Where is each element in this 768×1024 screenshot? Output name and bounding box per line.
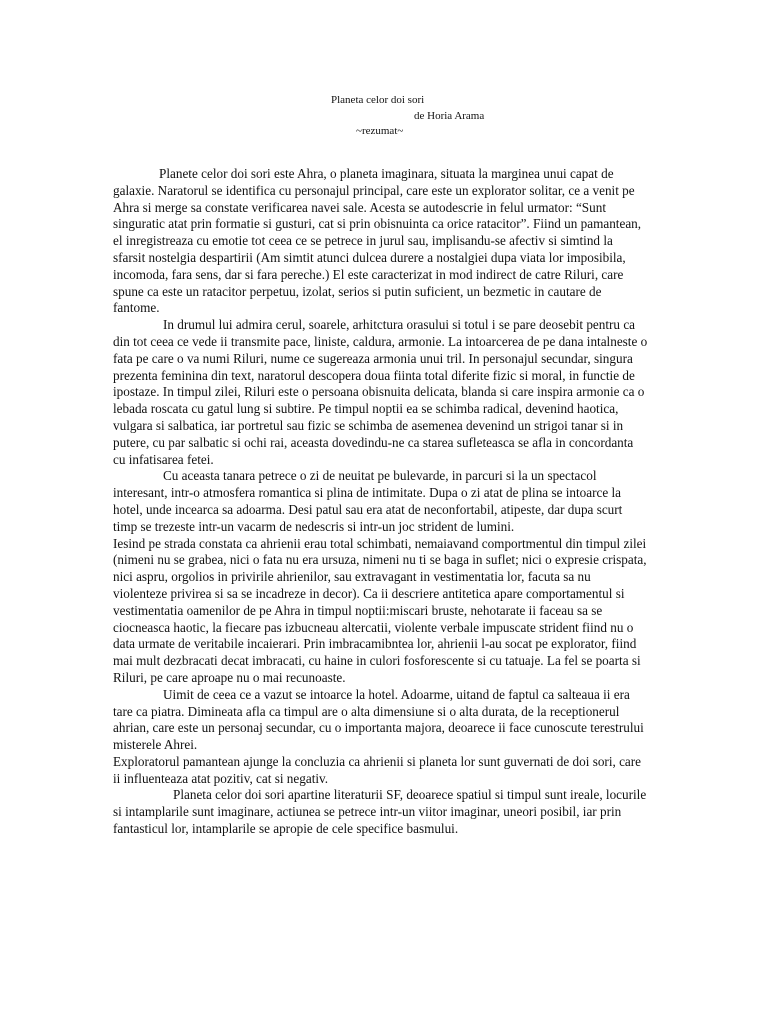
summary-label: ~rezumat~: [356, 125, 404, 137]
paragraph: Uimit de ceea ce a vazut se intoarce la hotel. Adoarme, uitand de faptul ca salteaua ii era tare ca piatra. Dimineata afla ca timpul are o alta dimensiune si o alta durata, de la receptionerul ahrian, care este un personaj secundar, cu o importanta majora, deoarece ii face cunoscute terestrului misterele Ahrei.: [113, 686, 644, 753]
paragraph: Exploratorul pamantean ajunge la concluzia ca ahrienii si planeta lor sunt guvernati de doi sori, care ii influenteaza atat pozitiv, cat si negativ.: [113, 753, 642, 786]
paragraph: Planete celor doi sori este Ahra, o planeta imaginara, situata la marginea unui capat de galaxie. Naratorul se identifica cu personajul principal, care este un explorator solitar, ce a venit pe Ahra si merge sa constate verificarea navei sale. Acesta se autodescrie in felul urmator: “Sunt singuratic atat prin formatie si gusturi, cat si prin obisnuinta ca orice ratacitor”. Fiind un pamantean, el inregistreaza cu emotie tot ceea ce se petrece in jurul sau, implisandu-se afectiv si simtind la sfarsit nostelgia despartirii (Am simtit atunci dulcea durere a nostalgiei dupa viata lor imposibila, incomoda, fara sens, dar si fara pereche.) El este caracterizat in mod indirect de catre Riluri, care spune ca este un ratacitor perpetuu, izolat, serios si putin suficient, un bezmetic in cautare de fantome.: [113, 166, 642, 316]
document-title: Planeta celor doi sori: [331, 94, 425, 106]
document-body: [113, 166, 648, 838]
paragraph: Planeta celor doi sori apartine literaturii SF, deoarece spatiul si timpul sunt ireale, locurile si intamplarile sunt imaginare, actiunea se petrece intr-un viitor imaginar, uneori posibil, iar prin fantasticul lor, intamplarile se apropie de cele specifice basmului.: [113, 787, 647, 837]
paragraph: Cu aceasta tanara petrece o zi de neuitat pe bulevarde, in parcuri si la un spectacol interesant, intr-o atmosfera romantica si plina de intimitate. Dupa o zi atat de plina se intoarce la hotel, unde incearca sa adoarma. Desi patul sau era atat de neconfortabil, atipeste, dar dupa scurt timp se trezeste intr-un vacarm de nedescris si intr-un joc strident de lumini.: [113, 468, 623, 534]
paragraph: In drumul lui admira cerul, soarele, arhitctura orasului si totul i se pare deosebit pentru ca din tot ceea ce vede ii transmite pace, liniste, caldura, armonie. La intoarcerea de pe dana intalneste o fata pe care o va numi Riluri, nume ce sugereaza armonia unui tril. In personajul secundar, singura prezenta feminina din text, naratorul descopera doua fiinta total diferite fizic si moral, in functie de ipostaze. In timpul zilei, Riluri este o persoana obisnuita delicata, blanda si care inspira armonie ca o lebada roscata cu gatul lung si subtire. Pe timpul noptii ea se schimba radical, devenind haotica, vulgara si salbatica, iar portretul sau fizic se schimba de asemenea devenind un strigoi tanar si in putere, cu par salbatic si ochi rai, aceasta dovedindu-ne ca starea sufleteasca se afla in concordanta cu infatisarea fetei.: [113, 317, 648, 467]
document-author: de Horia Arama: [414, 110, 485, 122]
paragraph: Iesind pe strada constata ca ahrienii erau total schimbati, nemaiavand comportmentul din timpul zilei (nimeni nu se grabea, nici o fata nu era ursuza, nimeni nu ti se baga in suflet; nici o expresie crispata, nici aspru, orgolios in privirile ahrienilor, sau extravagant in vestimentatia lor, facuta sa nu violenteze privirea si sa se incadreze in decor). Ca ii descriere antitetica apare comportamentul si vestimentatia oamenilor de pe Ahra in timpul noptii:miscari bruste, nehotarate ii faceau sa se ciocneasca haotic, la fiecare pas izbucneau altercatii, violente verbale impuscate strident fiind nu o data urmate de veritabile incaierari. Prin imbracamibntea lor, ahrienii l-au socat pe explorator, fiind mai mult dezbracati decat imbracati, cu haine in culori fosforescente si cu tatuaje. La fel se poarta si Riluri, pe care aproape nu o mai recunoaste.: [113, 535, 647, 685]
